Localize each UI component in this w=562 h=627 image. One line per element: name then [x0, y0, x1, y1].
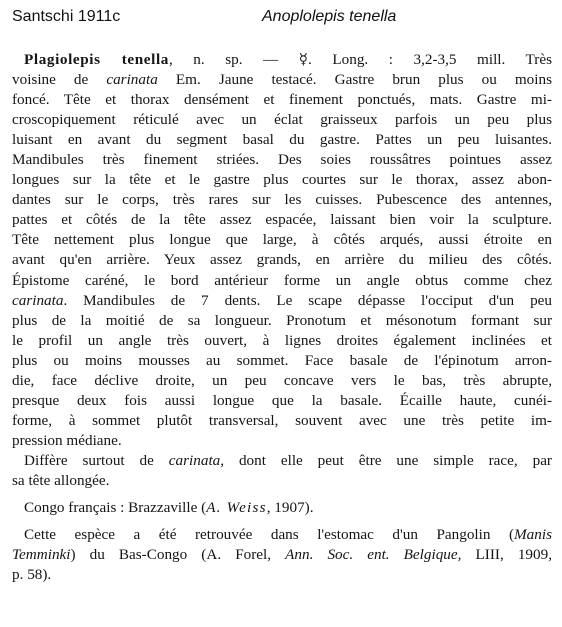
header-author-year: Santschi 1911c	[12, 8, 121, 25]
text-line: Cette espèce a été retrouvée dans l'estomac d'un Pangolin (Manis	[24, 526, 552, 544]
text-line: luisant en avant du segment basal du gastre. Pattes un peu luisantes.	[12, 131, 552, 149]
species-ref: carinata	[106, 71, 158, 89]
text-line: presque deux fois aussi longue que la basale. Écaille haute, cunéi-	[12, 391, 552, 409]
text-line: Temminki) du Bas-Congo (A. Forel, Ann. Soc. ent. Belgique, LIII, 1909,	[12, 546, 552, 564]
text-line: avant qu'en arrière. Yeux assez grands, en arrière du milieu des côtés.	[12, 251, 552, 269]
text-line: carinata. Mandibules de 7 dents. Le scape dépasse l'occiput d'un peu	[12, 291, 552, 309]
text-line: p. 58).	[12, 566, 52, 584]
text-line: die, face déclive droite, un peu concave vers le bas, très abrupte,	[12, 371, 552, 389]
taxon-name: Plagiolepis tenella	[24, 51, 169, 68]
locality-line: Congo français : Brazzaville (A. Weiss, 1907).	[24, 499, 314, 517]
text-line: foncé. Tête et thorax densément et finement ponctués, mats. Gastre mi-	[12, 91, 552, 109]
description-body	[12, 50, 552, 585]
page-header	[12, 8, 552, 30]
collector-name: A. Weiss	[206, 499, 267, 517]
text-line: plus de la moitié de sa longueur. Pronotum et mésonotum formant sur	[12, 311, 552, 329]
text-line: pression médiane.	[12, 431, 122, 449]
text-line: longues sur la tête et le gastre plus courtes sur le thorax, assez abon-	[12, 171, 552, 189]
text-line: forme, à sommet plutôt transversal, souvent avec une très petite im-	[12, 411, 552, 429]
text-line: pattes et côtés de la tête assez espacée, laissant bien voir la sculpture.	[12, 211, 552, 229]
text-line: Épistome caréné, le bord antérieur forme un angle obtus comme chez	[12, 271, 552, 289]
text-line: le profil un angle très ouvert, à lignes droites également inclinées et	[12, 331, 552, 349]
text-line: Tête nettement plus longue que large, à côtés arqués, aussi étroite en	[12, 231, 552, 249]
text-line: Diffère surtout de carinata, dont elle peut être une simple race, par	[24, 451, 552, 469]
text-line: voisine de carinata Em. Jaune testacé. Gastre brun plus ou moins	[12, 71, 552, 89]
host-genus: Manis	[514, 526, 552, 544]
header-species-name: Anoplolepis tenella	[262, 8, 397, 25]
journal-ref: Ann. Soc. ent. Belgique,	[285, 546, 462, 564]
species-ref: carinata	[12, 291, 64, 309]
text-line: sa tête allongée.	[12, 471, 110, 489]
text-line: Mandibules très finement striées. Des soies roussâtres pointues assez	[12, 151, 552, 169]
species-ref: carinata,	[168, 451, 225, 469]
text-line: Plagiolepis tenella, n. sp. — ☿. Long. : 3,2-3,5 mill. Très	[24, 51, 552, 68]
text-line: croscopiquement réticulé avec un éclat graisseux parfois un peu plus	[12, 111, 552, 129]
host-species: Temminki	[12, 546, 71, 564]
text-line: dantes sur le corps, très rares sur les cuisses. Pubescence des antennes,	[12, 191, 552, 209]
text-line: plus ou moins mousses au sommet. Face basale de l'épinotum arron-	[12, 351, 552, 369]
